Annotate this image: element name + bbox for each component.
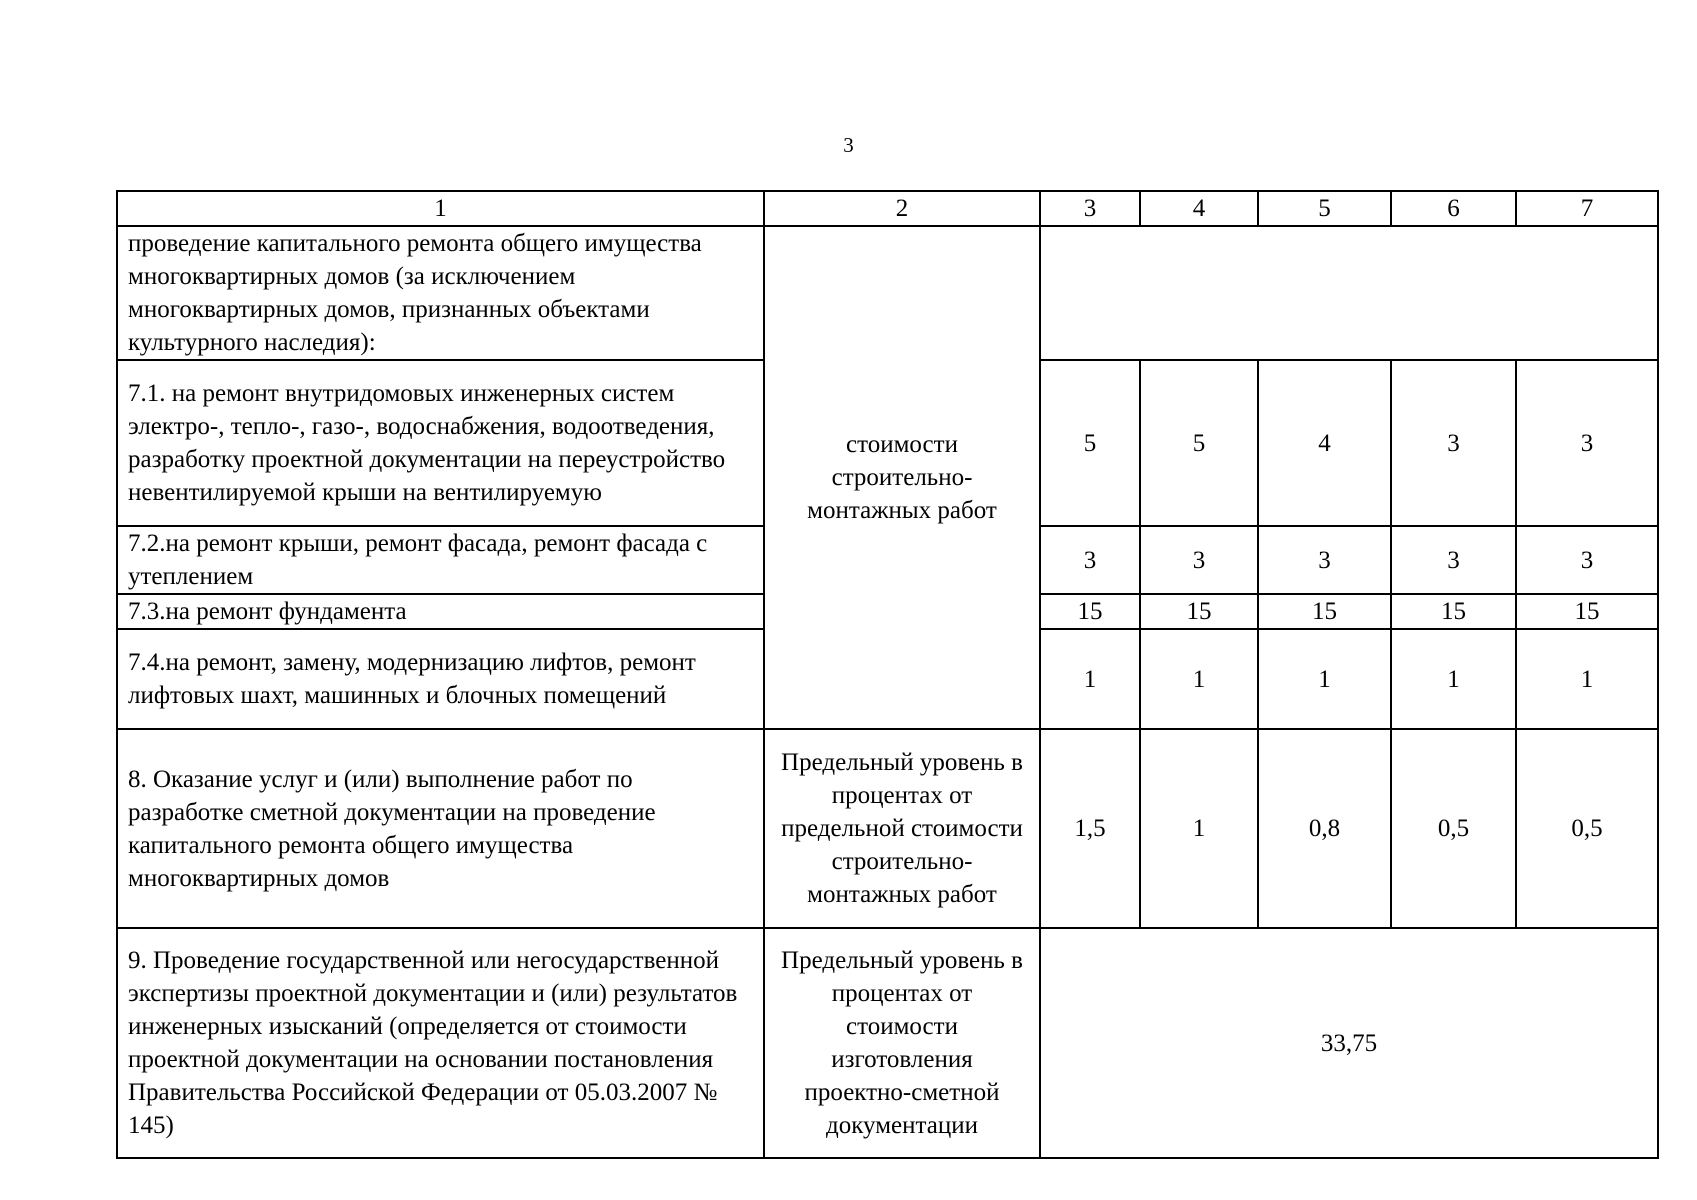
value-cell: 15: [1040, 594, 1140, 629]
value-cell: 15: [1391, 594, 1516, 629]
value-cell: 15: [1140, 594, 1258, 629]
header-cell: 1: [117, 191, 764, 226]
row-description: проведение капитального ремонта общего имущества многоквартирных домов (за исключением многоквартирных домов, признанных объектами культурного наследия):: [117, 226, 764, 360]
merged-value-cell: 33,75: [1040, 928, 1658, 1158]
value-cell: 1,5: [1040, 729, 1140, 928]
value-cell: 1: [1140, 729, 1258, 928]
row-basis: Предельный уровень в процентах от предельной стоимости строительно-монтажных работ: [764, 729, 1040, 928]
value-cell: 3: [1040, 526, 1140, 594]
value-cell: 4: [1258, 360, 1391, 526]
value-cell: 5: [1040, 360, 1140, 526]
header-cell: 7: [1516, 191, 1658, 226]
value-cell: 3: [1391, 526, 1516, 594]
row-description: 7.3.на ремонт фундамента: [117, 594, 764, 629]
page-number: 3: [843, 133, 854, 157]
row-description: 8. Оказание услуг и (или) выполнение работ по разработке сметной документации на проведение капитального ремонта общего имущества многоквартирных домов: [117, 729, 764, 928]
table-row: [117, 226, 1658, 360]
value-cell: 0,8: [1258, 729, 1391, 928]
row-description: 7.4.на ремонт, замену, модернизацию лифтов, ремонт лифтовых шахт, машинных и блочных помещений: [117, 629, 764, 729]
row-basis: стоимости строительно-монтажных работ: [764, 226, 1040, 729]
value-cell: 1: [1140, 629, 1258, 729]
value-cell: 1: [1258, 629, 1391, 729]
value-cell: 1: [1516, 629, 1658, 729]
table-row: [117, 729, 1658, 928]
value-cell: 5: [1140, 360, 1258, 526]
header-cell: 5: [1258, 191, 1391, 226]
header-row: [117, 191, 1658, 226]
table-row: [117, 928, 1658, 1158]
value-cell: 0,5: [1516, 729, 1658, 928]
row-description: 7.2.на ремонт крыши, ремонт фасада, ремонт фасада с утеплением: [117, 526, 764, 594]
header-cell: 6: [1391, 191, 1516, 226]
header-cell: 3: [1040, 191, 1140, 226]
row-basis: Предельный уровень в процентах от стоимости изготовления проектно-сметной документации: [764, 928, 1040, 1158]
value-cell: 3: [1140, 526, 1258, 594]
empty-cell: [1040, 226, 1658, 360]
header-cell: 4: [1140, 191, 1258, 226]
value-cell: 0,5: [1391, 729, 1516, 928]
value-cell: 15: [1516, 594, 1658, 629]
value-cell: 3: [1516, 526, 1658, 594]
row-description: 9. Проведение государственной или негосударственной экспертизы проектной документации и (или) результатов инженерных изысканий (определяется от стоимости проектной документации на основании постановления Правительства Российской Федерации от 05.03.2007 № 145): [117, 928, 764, 1158]
value-cell: 3: [1391, 360, 1516, 526]
value-cell: 15: [1258, 594, 1391, 629]
value-cell: 3: [1258, 526, 1391, 594]
header-cell: 2: [764, 191, 1040, 226]
row-description: 7.1. на ремонт внутридомовых инженерных систем электро-, тепло-, газо-, водоснабжения, водоотведения, разработку проектной документации на переустройство невентилируемой крыши на вентилируемую: [117, 360, 764, 526]
value-cell: 1: [1391, 629, 1516, 729]
value-cell: 3: [1516, 360, 1658, 526]
value-cell: 1: [1040, 629, 1140, 729]
rates-table: [116, 190, 1659, 1159]
